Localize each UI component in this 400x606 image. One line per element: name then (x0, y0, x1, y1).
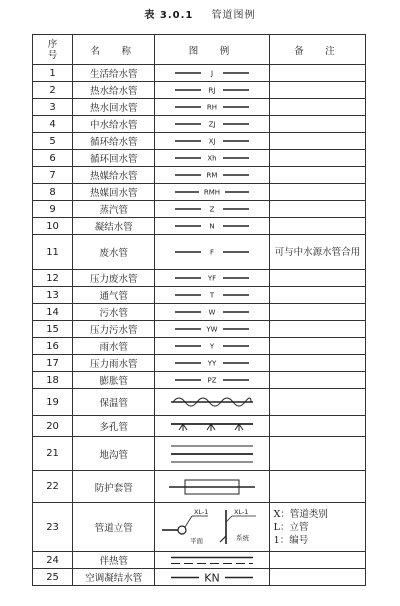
row-name: 伴热管 (73, 552, 155, 569)
table-row (33, 99, 366, 116)
pipe-code: XJ (208, 137, 216, 146)
table-row (33, 416, 366, 437)
row-figure (155, 355, 269, 372)
pipe-code: YW (206, 325, 218, 334)
trench-pipe-symbol (157, 442, 267, 466)
row-no: 16 (33, 338, 73, 355)
table-row (33, 304, 366, 321)
row-note (269, 218, 365, 235)
row-note (269, 184, 365, 201)
row-figure (155, 167, 269, 184)
pipe-line-symbol (157, 101, 267, 113)
row-no: 13 (33, 287, 73, 304)
row-no: 15 (33, 321, 73, 338)
pipe-line-symbol (157, 272, 267, 284)
pipe-legend-table (32, 34, 366, 586)
table-row (33, 471, 366, 503)
row-note (269, 338, 365, 355)
table-row (33, 65, 366, 82)
row-figure (155, 150, 269, 167)
pipe-code: J (210, 69, 214, 78)
pipe-line-symbol (157, 340, 267, 352)
row-note (269, 355, 365, 372)
pipe-code: W (208, 308, 216, 317)
pipe-line-symbol (157, 323, 267, 335)
insulated-pipe-symbol (157, 392, 267, 412)
table-row (33, 270, 366, 287)
row-name: 凝结水管 (73, 218, 155, 235)
pipe-line-symbol (157, 220, 267, 232)
table-row (33, 235, 366, 270)
row-name: 通气管 (73, 287, 155, 304)
row-no: 12 (33, 270, 73, 287)
row-note (269, 321, 365, 338)
pipe-line-symbol (157, 135, 267, 147)
ac-condensate-pipe-symbol (157, 571, 267, 584)
header-no-line2: 号 (47, 49, 58, 61)
row-figure (155, 218, 269, 235)
row-name: 压力污水管 (73, 321, 155, 338)
row-figure (155, 116, 269, 133)
row-name: 保温管 (73, 389, 155, 416)
pipe-line-symbol (157, 84, 267, 96)
note-line: X：管道类别 (273, 508, 328, 520)
row-no: 3 (33, 99, 73, 116)
row-figure (155, 287, 269, 304)
row-no: 20 (33, 416, 73, 437)
row-figure (155, 416, 269, 437)
row-no: 19 (33, 389, 73, 416)
table-row (33, 116, 366, 133)
pipe-line-symbol (157, 374, 267, 386)
row-name: 多孔管 (73, 416, 155, 437)
row-figure (155, 503, 269, 552)
table-row (33, 437, 366, 471)
row-figure (155, 184, 269, 201)
row-name: 热媒给水管 (73, 167, 155, 184)
table-row (33, 503, 366, 552)
row-figure (155, 552, 269, 569)
row-note (269, 304, 365, 321)
row-name: 地沟管 (73, 437, 155, 471)
table-row (33, 552, 366, 569)
row-name: 热媒回水管 (73, 184, 155, 201)
row-note (269, 270, 365, 287)
row-figure (155, 372, 269, 389)
header-name: 名 称 (73, 35, 155, 65)
row-note (269, 503, 365, 552)
table-row (33, 372, 366, 389)
row-name: 生活给水管 (73, 65, 155, 82)
perforated-pipe-symbol (157, 418, 267, 434)
row-note (269, 437, 365, 471)
row-figure (155, 321, 269, 338)
pipe-code: N (209, 222, 215, 231)
table-row (33, 287, 366, 304)
row-note (269, 82, 365, 99)
riser-system-label: XL-1 (234, 508, 249, 516)
row-name: 空调凝结水管 (73, 569, 155, 586)
row-name: 雨水管 (73, 338, 155, 355)
row-no: 18 (33, 372, 73, 389)
pipe-line-symbol (157, 289, 267, 301)
pipe-code: Y (209, 342, 215, 351)
table-row (33, 355, 366, 372)
pipe-line-symbol (157, 67, 267, 79)
row-figure (155, 133, 269, 150)
row-no: 6 (33, 150, 73, 167)
pipe-line-symbol (157, 203, 267, 215)
row-figure (155, 99, 269, 116)
row-no: 23 (33, 503, 73, 552)
row-note (269, 372, 365, 389)
riser-plan-label: XL-1 (194, 508, 209, 516)
row-name: 循环给水管 (73, 133, 155, 150)
header-row (33, 35, 366, 65)
row-note (269, 416, 365, 437)
pipe-code: YF (207, 274, 217, 283)
pipe-code: YY (207, 359, 217, 368)
table-row (33, 218, 366, 235)
row-note (269, 287, 365, 304)
pipe-code: T (209, 291, 215, 300)
pipe-code: ZJ (208, 120, 216, 129)
row-note (269, 552, 365, 569)
riser-pipe-symbol (156, 506, 268, 548)
pipe-line-symbol (157, 118, 267, 130)
table-row (33, 338, 366, 355)
row-note (269, 389, 365, 416)
table-row (33, 201, 366, 218)
row-note (269, 150, 365, 167)
row-note (269, 201, 365, 218)
row-figure (155, 270, 269, 287)
row-note (269, 471, 365, 503)
note-line: L：立管 (273, 521, 309, 533)
table-row (33, 569, 366, 586)
row-no: 2 (33, 82, 73, 99)
pipe-line-symbol (157, 186, 267, 198)
row-figure (155, 437, 269, 471)
table-row (33, 150, 366, 167)
row-figure (155, 82, 269, 99)
row-figure (155, 201, 269, 218)
header-no (33, 35, 73, 65)
table-row (33, 321, 366, 338)
row-name: 膨胀管 (73, 372, 155, 389)
table-title: 管道图例 (211, 10, 256, 21)
pipe-line-symbol (157, 152, 267, 164)
row-no: 7 (33, 167, 73, 184)
pipe-code: RJ (208, 86, 216, 95)
header-note: 备 注 (269, 35, 365, 65)
riser-plan-caption: 平面 (190, 537, 203, 545)
row-no: 9 (33, 201, 73, 218)
row-note (269, 133, 365, 150)
pipe-code: RM (206, 171, 218, 180)
row-name: 循环回水管 (73, 150, 155, 167)
row-name: 废水管 (73, 235, 155, 270)
row-note (269, 167, 365, 184)
row-no: 24 (33, 552, 73, 569)
pipe-code: PZ (207, 376, 217, 385)
row-name: 中水给水管 (73, 116, 155, 133)
pipe-code: Z (209, 205, 215, 214)
riser-system-caption: 系统 (236, 534, 249, 542)
row-name: 压力雨水管 (73, 355, 155, 372)
heat-tracing-pipe-symbol (157, 554, 267, 567)
row-name: 防护套管 (73, 471, 155, 503)
row-name: 压力废水管 (73, 270, 155, 287)
row-no: 4 (33, 116, 73, 133)
row-no: 22 (33, 471, 73, 503)
pipe-code: Xh (207, 154, 217, 163)
row-note (269, 116, 365, 133)
row-no: 25 (33, 569, 73, 586)
table-row (33, 167, 366, 184)
row-no: 5 (33, 133, 73, 150)
row-figure (155, 65, 269, 82)
row-no: 10 (33, 218, 73, 235)
pipe-line-symbol (157, 306, 267, 318)
row-note (269, 99, 365, 116)
table-number: 表 3.0.1 (144, 10, 194, 21)
row-figure (155, 304, 269, 321)
pipe-code: RH (206, 103, 218, 112)
row-no: 1 (33, 65, 73, 82)
note-line: 1：编号 (273, 534, 309, 546)
row-note (269, 65, 365, 82)
row-no: 8 (33, 184, 73, 201)
row-name: 热水回水管 (73, 99, 155, 116)
row-no: 11 (33, 235, 73, 270)
row-no: 17 (33, 355, 73, 372)
pipe-line-symbol (157, 169, 267, 181)
row-figure (155, 338, 269, 355)
table-row (33, 184, 366, 201)
pipe-code: KN (204, 571, 220, 584)
pipe-line-symbol (157, 357, 267, 369)
pipe-code: F (209, 248, 215, 257)
pipe-code: RMH (203, 188, 221, 197)
row-note (269, 569, 365, 586)
table-caption (0, 6, 400, 21)
row-name: 热水给水管 (73, 82, 155, 99)
row-name: 蒸汽管 (73, 201, 155, 218)
row-figure (155, 471, 269, 503)
table-row (33, 82, 366, 99)
row-no: 21 (33, 437, 73, 471)
row-name: 管道立管 (73, 503, 155, 552)
row-figure (155, 235, 269, 270)
header-no-line1: 序 (47, 38, 58, 50)
header-figure: 图 例 (155, 35, 269, 65)
row-figure (155, 389, 269, 416)
row-name: 污水管 (73, 304, 155, 321)
row-no: 14 (33, 304, 73, 321)
row-note: 可与中水源水管合用 (269, 235, 365, 270)
pipe-line-symbol (157, 246, 267, 258)
table-row (33, 133, 366, 150)
table-row (33, 389, 366, 416)
row-figure (155, 569, 269, 586)
protective-sleeve-symbol (157, 476, 267, 498)
